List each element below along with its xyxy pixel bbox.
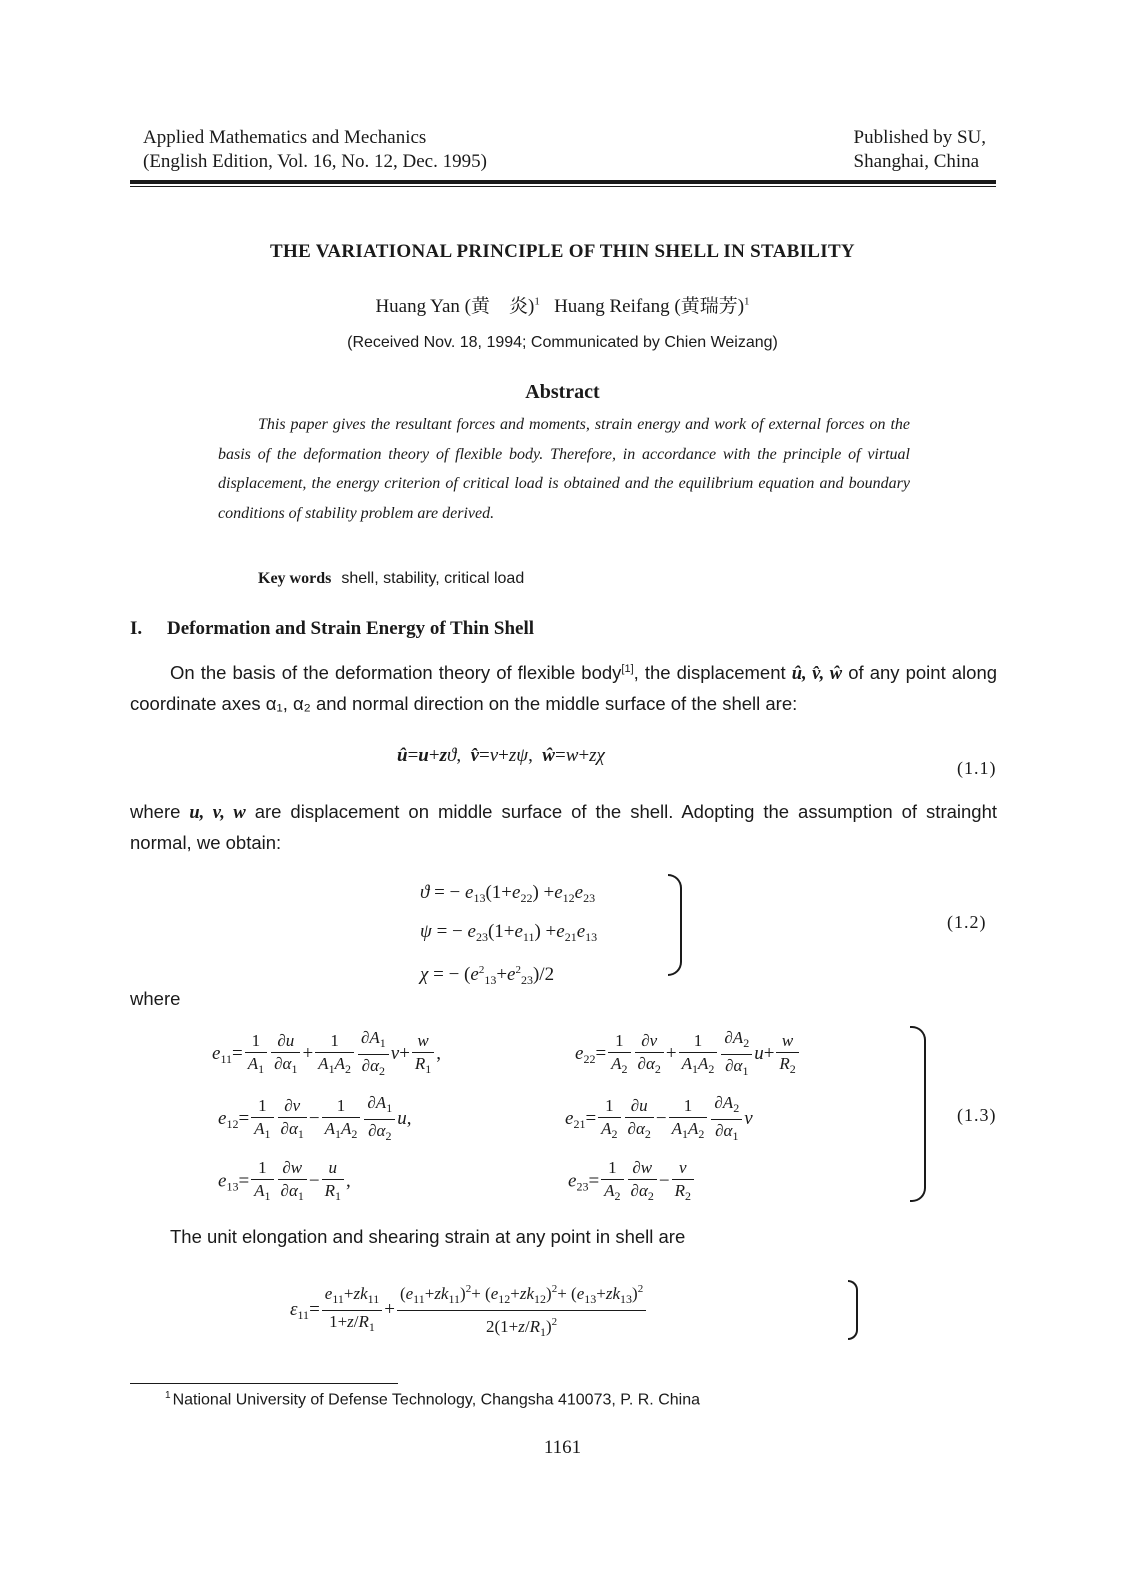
paragraph-1-text-a: On the basis of the deformation theory of flexible body xyxy=(170,662,622,684)
right-brace-epsilon xyxy=(848,1280,858,1340)
publisher-name: Published by SU, xyxy=(853,127,986,148)
publisher-header xyxy=(854,126,987,174)
header-rule-thin xyxy=(130,186,996,187)
equation-number-1-3: (1.3) xyxy=(957,1105,997,1125)
right-brace-1-3 xyxy=(910,1026,926,1202)
journal-name: Applied Mathematics and Mechanics xyxy=(143,127,427,148)
footnote xyxy=(165,1390,700,1409)
journal-edition: (English Edition, Vol. 16, No. 12, Dec. 1995) xyxy=(143,151,487,172)
abstract-text: This paper gives the resultant forces and moments, strain energy and work of external forces on the basis of the deformation theory of flexible body. Therefore, in accordance with the principle of virtual displacement, the energy criterion of critical load is obtained and the equilibrium equation and boundary conditions of stability problem are derived. xyxy=(218,416,910,522)
affil-mark-2: 1 xyxy=(744,295,750,308)
keywords-label: Key words xyxy=(258,570,332,587)
equation-1-3-row-1: $e_{11}=$ $\frac{1}{A_1}$ $\frac{\partial u}{\partial\alpha_1}$ + $\frac{1}{A_1A_2}$ $\frac{\partial A_1}{\partial\alpha_2}$ v+ $\frac{w}{R_1}$ , xyxy=(212,1027,441,1082)
abstract-heading: Abstract xyxy=(525,381,600,403)
paragraph-2 xyxy=(130,797,997,857)
paragraph-1-text-b: , the displacement xyxy=(633,662,786,684)
equation-number-1-1: (1.1) xyxy=(957,758,997,778)
paragraph-2-text-b: are displacement on middle surface of the shell. Adopting the assumption of strainght normal, we obtain: xyxy=(130,801,998,853)
section-number: I. xyxy=(130,618,143,639)
paper-title: THE VARIATIONAL PRINCIPLE OF THIN SHELL IN STABILITY xyxy=(270,241,855,262)
author-1: Huang Yan (黄 炎) xyxy=(375,296,535,317)
keywords-line xyxy=(258,570,524,588)
paragraph-4: The unit elongation and shearing strain at any point in shell are xyxy=(170,1226,686,1247)
math-inline-uvw-2: u, v, w xyxy=(189,803,246,823)
author-2: Huang Reifang (黄瑞芳) xyxy=(554,296,745,317)
paragraph-2-text-a: where xyxy=(130,801,181,822)
right-brace-1-2 xyxy=(668,874,682,976)
paragraph-1 xyxy=(130,655,997,718)
footnote-mark: 1 xyxy=(165,1390,171,1401)
equation-1-3-row-1b: $e_{22}=$ $\frac{1}{A_2}$ $\frac{\partial v}{\partial\alpha_2}$ + $\frac{1}{A_1A_2}$ $\frac{\partial A_2}{\partial\alpha_1}$ u+ $\frac{w}{R_2}$ xyxy=(575,1027,801,1082)
section-heading xyxy=(130,618,534,640)
equation-1-3-row-2b: $e_{21}=$ $\frac{1}{A_2}$ $\frac{\partial u}{\partial\alpha_2}$ − $\frac{1}{A_1A_2}$ $\frac{\partial A_2}{\partial\alpha_1}$ v xyxy=(565,1092,753,1147)
paragraph-3: where xyxy=(130,988,181,1009)
equation-1-3-row-3b: $e_{23}=$ $\frac{1}{A_2}$ $\frac{\partial w}{\partial\alpha_2}$ − $\frac{v}{R_2}$ xyxy=(568,1157,696,1207)
section-title: Deformation and Strain Energy of Thin Shell xyxy=(167,618,535,639)
keywords-text: shell, stability, critical load xyxy=(341,570,525,587)
publisher-location: Shanghai, China xyxy=(853,151,980,172)
journal-header xyxy=(143,126,487,174)
author-line xyxy=(0,291,1125,318)
footnote-rule xyxy=(130,1383,398,1384)
citation-ref: [1] xyxy=(621,663,634,675)
paragraph-1-text-c: of any point along coordinate axes α₁, α₂ and normal direction on the middle surface of the shell are: xyxy=(130,662,998,715)
equation-epsilon-11: $\varepsilon_{11}=$ $\frac{e_{11}+zk_{11}}{1+z/R_1}$ + $\frac{(e_{11}+zk_{11})^2+ (e_{12}+zk_{12})^2+ (e_{13}+zk_{13})^2}{2(1+z/R_1)^2}$ xyxy=(290,1278,648,1343)
affil-mark-1: 1 xyxy=(534,295,540,308)
equation-1-2: ϑ = − $e_{13}(1+e_{22}) +e_{12}e_{23}$ ψ = − $e_{23}(1+e_{11}) +e_{21}e_{13}$ χ = − $(e^2_{13}+e^2_{23})/2$ xyxy=(420,882,598,987)
equation-1-3-row-3: $e_{13}=$ $\frac{1}{A_1}$ $\frac{\partial w}{\partial\alpha_1}$ − $\frac{u}{R_1}$ , xyxy=(218,1157,351,1207)
equation-number-1-2: (1.2) xyxy=(947,912,987,932)
equation-1-3-row-2: $e_{12}=$ $\frac{1}{A_1}$ $\frac{\partial v}{\partial\alpha_1}$ − $\frac{1}{A_1A_2}$ $\frac{\partial A_1}{\partial\alpha_2}$ u, xyxy=(218,1092,411,1147)
header-rule-thick xyxy=(130,180,996,184)
footnote-text: National University of Defense Technology, Changsha 410073, P. R. China xyxy=(172,1391,700,1409)
page-number: 1161 xyxy=(543,1437,582,1458)
received-line: (Received Nov. 18, 1994; Communicated by Chien Weizang) xyxy=(347,334,778,351)
equation-1-1: û=u+zϑ, v̂=v+zψ, ŵ=w+zχ xyxy=(397,745,605,766)
math-inline-uvw: û, v̂, ŵ xyxy=(791,664,843,685)
